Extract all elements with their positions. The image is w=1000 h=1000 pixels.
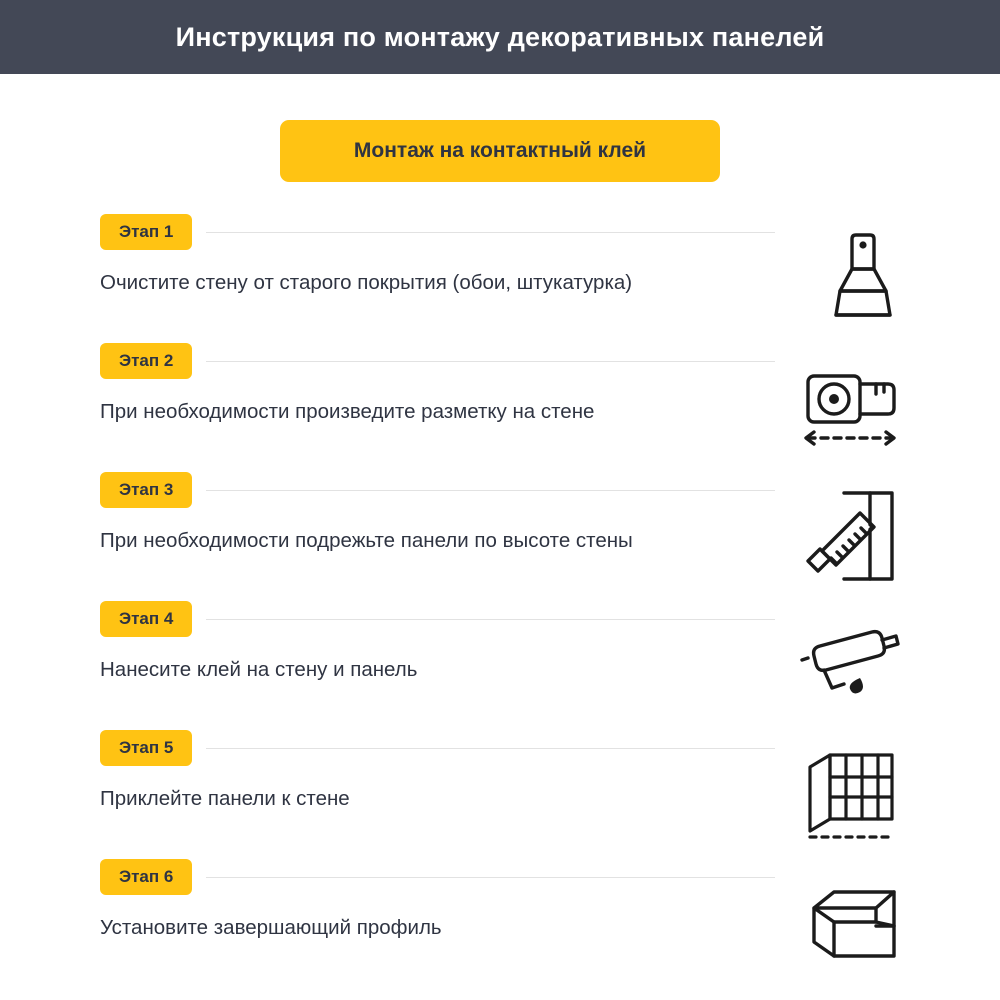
step-badge: Этап 4 <box>100 601 192 637</box>
step-divider <box>206 232 775 233</box>
page-title: Инструкция по монтажу декоративных панелей <box>175 21 825 52</box>
list-item <box>100 472 905 601</box>
step-header <box>100 472 905 508</box>
step-divider <box>206 361 775 362</box>
wall-panels-icon <box>795 742 905 848</box>
step-header <box>100 730 905 766</box>
handsaw-icon <box>795 484 905 590</box>
list-item <box>100 601 905 730</box>
list-item <box>100 730 905 859</box>
step-badge: Этап 6 <box>100 859 192 895</box>
step-badge: Этап 2 <box>100 343 192 379</box>
step-text: Приклейте панели к стене <box>100 787 350 810</box>
list-item <box>100 214 905 343</box>
tape-measure-icon <box>795 355 905 461</box>
steps-list <box>0 214 1000 988</box>
list-item <box>100 859 905 988</box>
step-badge: Этап 5 <box>100 730 192 766</box>
step-text: Нанесите клей на стену и панель <box>100 658 418 681</box>
step-divider <box>206 619 775 620</box>
step-divider <box>206 877 775 878</box>
step-header <box>100 859 905 895</box>
list-item <box>100 343 905 472</box>
step-header <box>100 343 905 379</box>
step-badge: Этап 1 <box>100 214 192 250</box>
finishing-profile-icon <box>795 871 905 977</box>
caulking-gun-icon <box>795 613 905 719</box>
step-badge: Этап 3 <box>100 472 192 508</box>
step-text: Установите завершающий профиль <box>100 916 442 939</box>
step-header <box>100 601 905 637</box>
putty-knife-icon <box>795 226 905 332</box>
step-text: При необходимости подрежьте панели по высоте стены <box>100 529 633 552</box>
page-header <box>0 0 1000 74</box>
step-text: Очистите стену от старого покрытия (обои, штукатурка) <box>100 271 633 294</box>
step-text: При необходимости произведите разметку на стене <box>100 400 595 423</box>
step-divider <box>206 748 775 749</box>
step-header <box>100 214 905 250</box>
subtitle-container <box>0 120 1000 182</box>
step-divider <box>206 490 775 491</box>
subtitle-pill: Монтаж на контактный клей <box>280 120 720 182</box>
